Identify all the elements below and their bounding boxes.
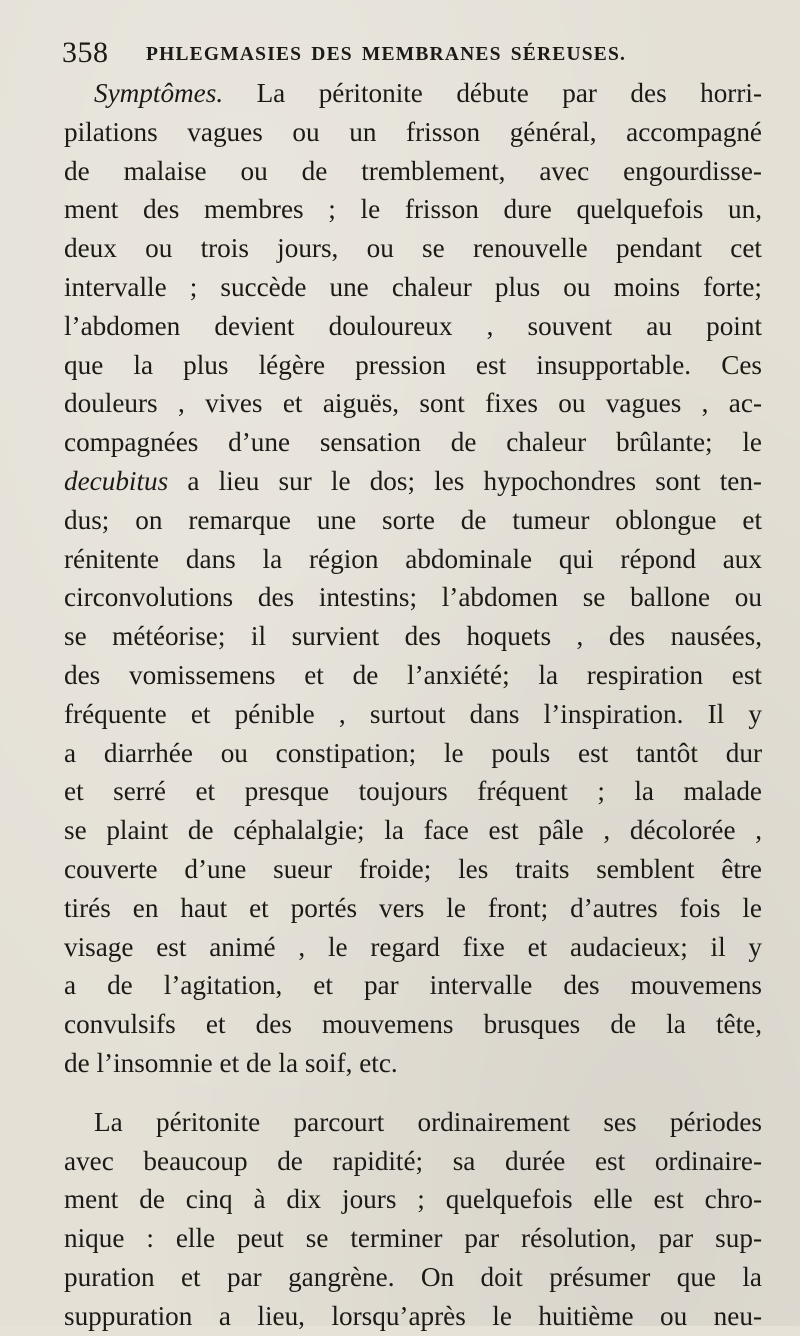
paragraph-1-line: des vomissemens et de l’anxiété; la respiration est bbox=[64, 659, 762, 690]
paragraph-1-line: couverte d’une sueur froide; les traits semblent être bbox=[64, 853, 762, 884]
paragraph-1-line: deux ou trois jours, ou se renouvelle pendant cet bbox=[64, 233, 762, 264]
paragraph-1-line: fréquente et pénible , surtout dans l’inspiration. Il y bbox=[64, 698, 762, 729]
paragraph-1-line: que la plus légère pression est insupportable. Ces bbox=[64, 349, 762, 380]
page-header bbox=[62, 36, 752, 72]
paragraph-1-line: douleurs , vives et aiguës, sont fixes ou vagues , ac- bbox=[64, 388, 762, 419]
paragraph-2-line: puration et par gangrène. On doit présumer que la bbox=[64, 1261, 762, 1292]
paragraph-1-line: ment des membres ; le frisson dure quelquefois un, bbox=[64, 194, 762, 225]
paragraph-1-line bbox=[64, 462, 762, 501]
line-text: a lieu sur le dos; les hypochondres sont ten- bbox=[168, 465, 762, 496]
running-title: PHLEGMASIES DES MEMBRANES SÉREUSES. bbox=[146, 44, 627, 65]
paragraph-1-line: de malaise ou de tremblement, avec engourdisse- bbox=[64, 155, 762, 186]
paragraph-1-line: visage est animé , le regard fixe et audacieux; il y bbox=[64, 931, 762, 962]
paragraph-1-line: convulsifs et des mouvemens brusques de la tête, bbox=[64, 1009, 762, 1040]
paragraph-1-line: circonvolutions des intestins; l’abdomen se ballone ou bbox=[64, 582, 762, 613]
paragraph-2-line: ment de cinq à dix jours ; quelquefois elle est chro- bbox=[64, 1184, 762, 1215]
paragraph-1-line: se plaint de céphalalgie; la face est pâle , décolorée , bbox=[64, 815, 762, 846]
paragraph-2-line: suppuration a lieu, lorsqu’après le huitième ou neu- bbox=[64, 1300, 762, 1331]
paragraph-1-line: a de l’agitation, et par intervalle des mouvemens bbox=[64, 970, 762, 1001]
paragraph-1-line: tirés en haut et portés vers le front; d’autres fois le bbox=[64, 892, 762, 923]
paragraph-1-line: et serré et presque toujours fréquent ; la malade bbox=[64, 776, 762, 807]
page-number: 358 bbox=[62, 36, 109, 69]
paragraph-1-line: rénitente dans la région abdominale qui répond aux bbox=[64, 543, 762, 574]
body-text bbox=[64, 74, 762, 1336]
paragraph-1-line: compagnées d’une sensation de chaleur brûlante; le bbox=[64, 427, 762, 458]
paragraph-2-line: La péritonite parcourt ordinairement ses périodes bbox=[94, 1106, 762, 1137]
paragraph-1-line: a diarrhée ou constipation; le pouls est tantôt dur bbox=[64, 737, 762, 768]
paragraph-1-line: dus; on remarque une sorte de tumeur oblongue et bbox=[64, 504, 762, 535]
paragraph-1-last-line: de l’insomnie et de la soif, etc. bbox=[64, 1047, 398, 1078]
line-text: La péritonite débute par des horri- bbox=[223, 78, 762, 108]
decubitus-term: decubitus bbox=[64, 465, 169, 496]
symptomes-term: Symptômes. bbox=[94, 78, 224, 108]
paragraph-1-line: pilations vagues ou un frisson général, accompagné bbox=[64, 116, 762, 147]
paragraph-gap bbox=[64, 1083, 762, 1103]
paragraph-1-line: se météorise; il survient des hoquets , des nausées, bbox=[64, 621, 762, 652]
paragraph-2-line: nique : elle peut se terminer par résolution, par sup- bbox=[64, 1223, 762, 1254]
paragraph-1-line: intervalle ; succède une chaleur plus ou moins forte; bbox=[64, 271, 762, 302]
paragraph-1-line: l’abdomen devient douloureux , souvent au point bbox=[64, 310, 762, 341]
paragraph-1-line bbox=[64, 74, 762, 113]
paragraph-2-line: avec beaucoup de rapidité; sa durée est ordinaire- bbox=[64, 1145, 762, 1176]
